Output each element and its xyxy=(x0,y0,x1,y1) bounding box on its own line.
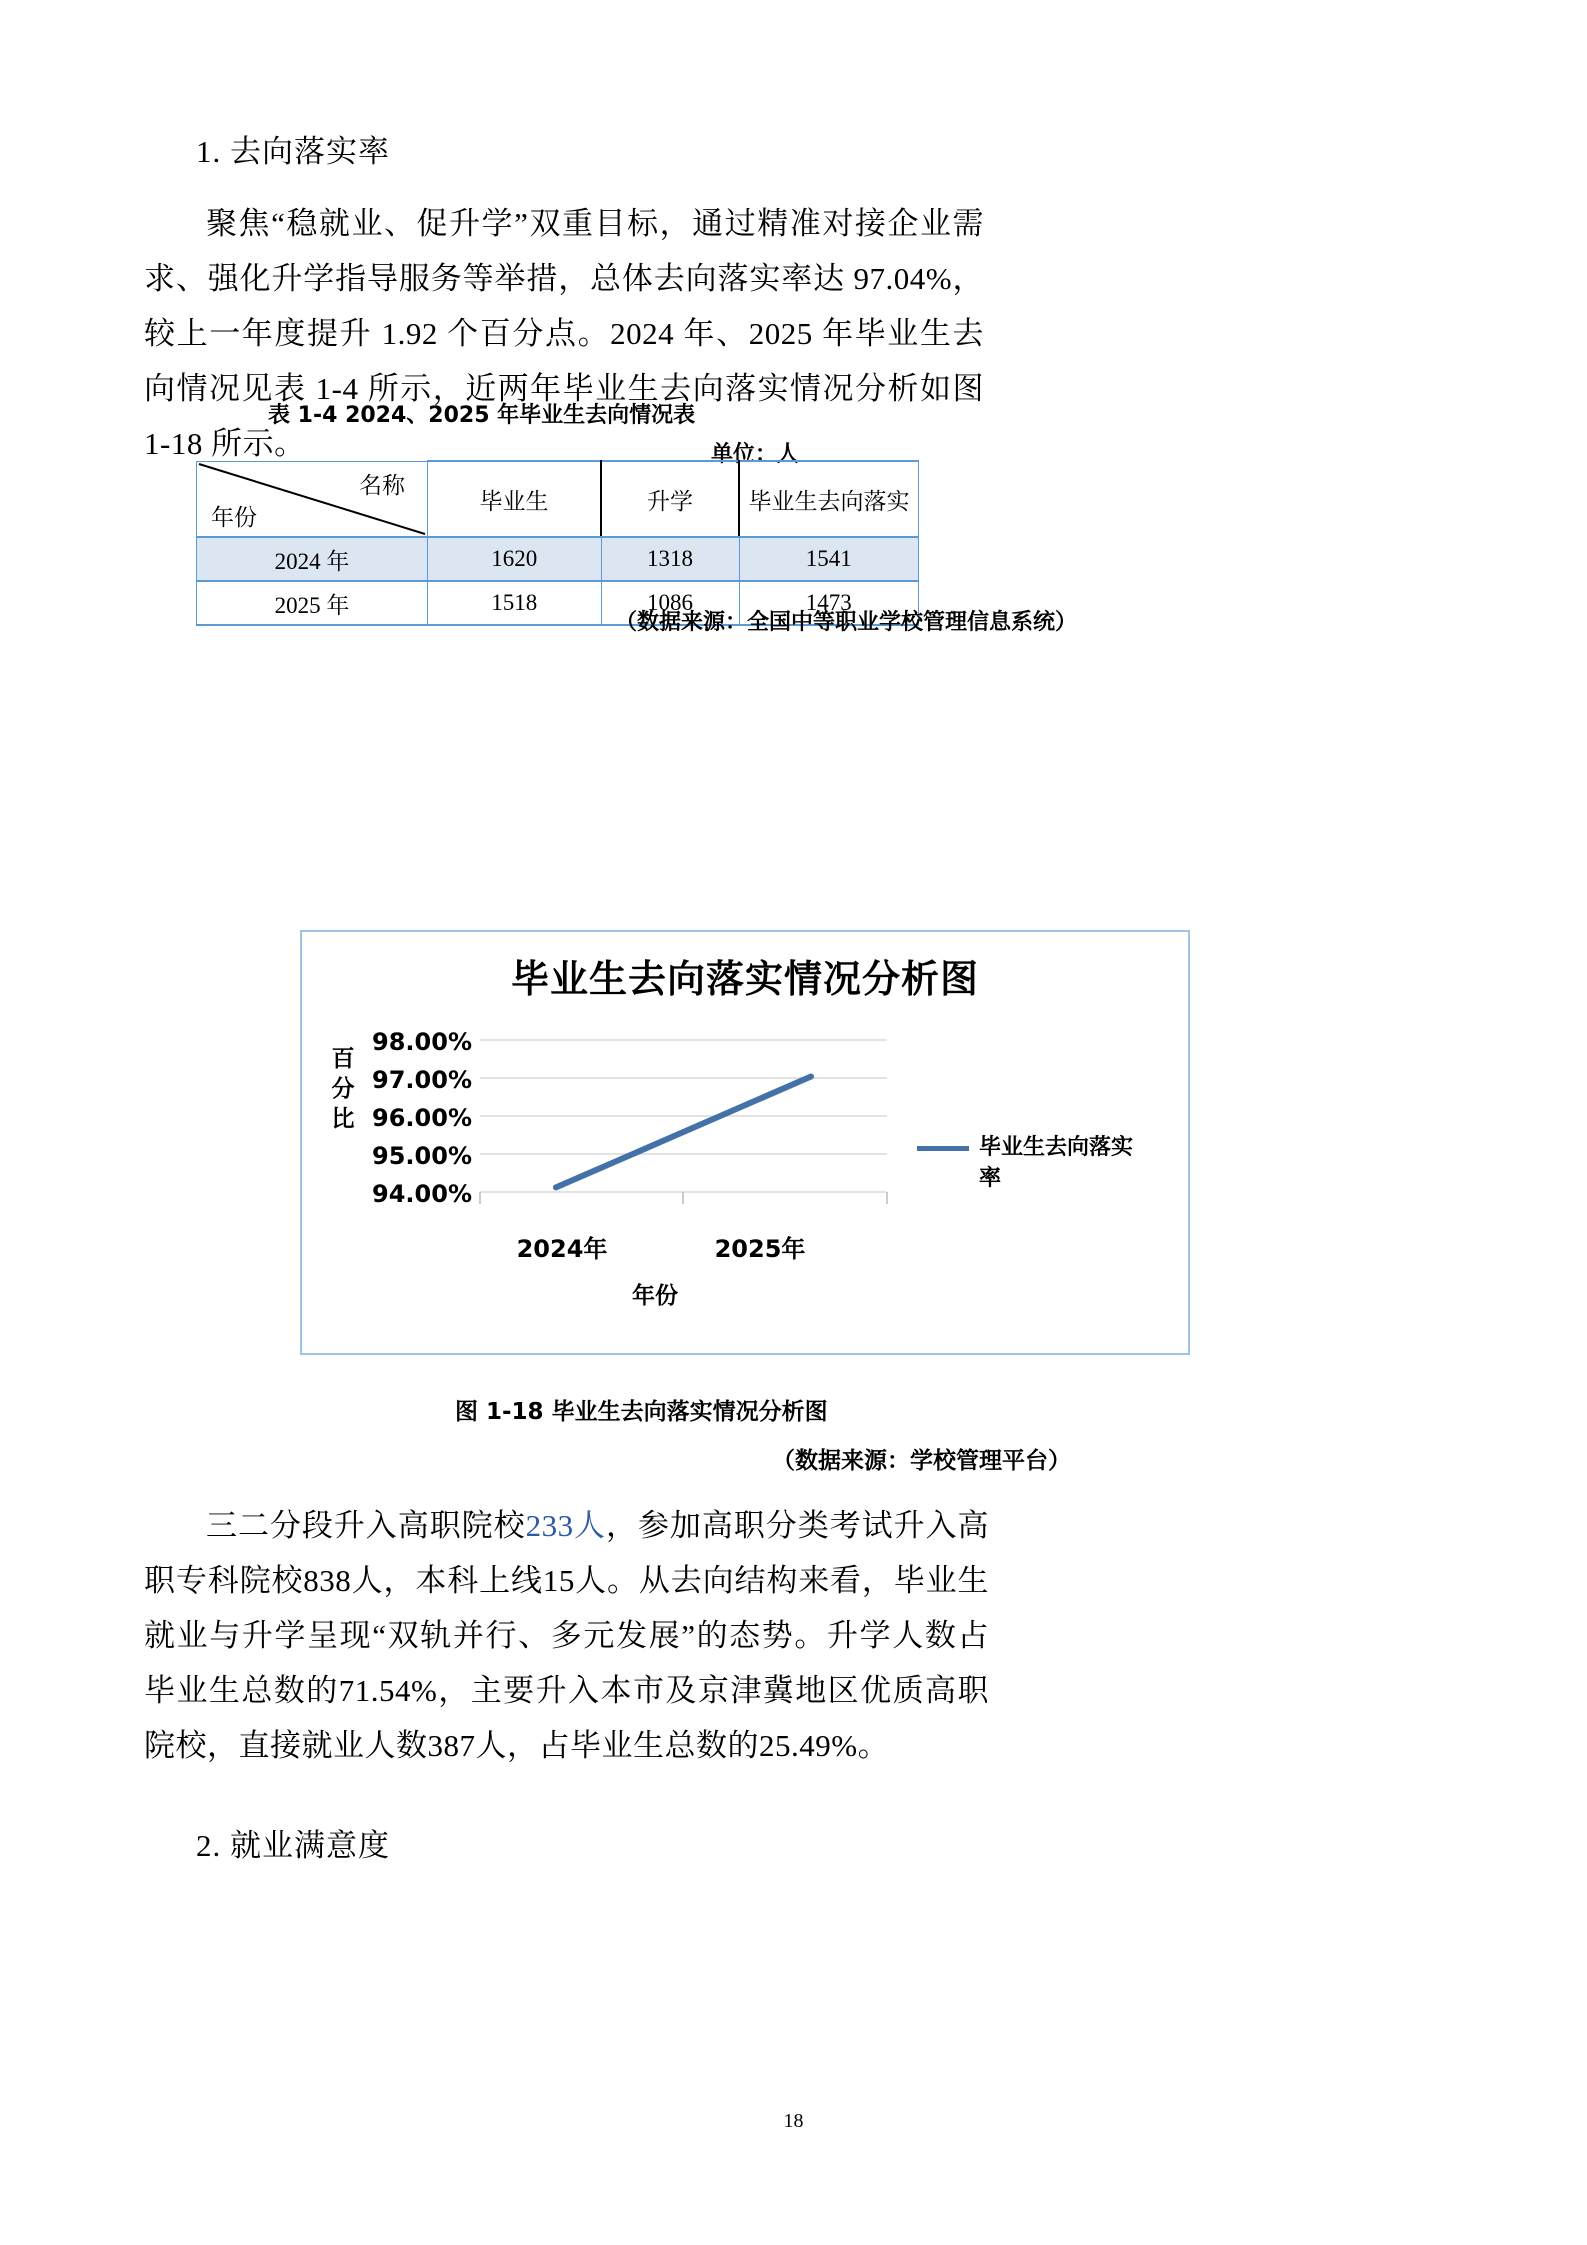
chart-legend-label: 毕业生去向落实率 xyxy=(979,1135,1134,1191)
chart-x-axis-label: 年份 xyxy=(632,1283,678,1309)
table-header-row xyxy=(197,461,919,537)
table-cell-year: 2025 年 xyxy=(197,581,428,625)
chart-ytick-95: 95.00% xyxy=(372,1142,472,1170)
table-cell-destination-settled: 1473 xyxy=(739,581,919,625)
chart-xtick-2025: 2025年 xyxy=(714,1235,806,1263)
chart-legend xyxy=(917,1132,1147,1194)
chart-xtick-2024: 2024年 xyxy=(516,1235,608,1263)
placement-rate-chart xyxy=(300,930,1190,1355)
table-caption: 表 1-4 2024、2025 年毕业生去向情况表 xyxy=(268,403,696,428)
paragraph-placement-rate-overview: 聚焦“稳就业、促升学”双重目标，通过精准对接企业需求、强化升学指导服务等举措，总体去向落实率达 97.04%，较上一年度提升 1.92 个百分点。2024 年、2025 年毕业生去向情况见表 1-4 所示，近两年毕业生去向落实情况分析如图 1-18 所示。 xyxy=(144,206,984,461)
paragraph-rest-text: ，参加高职分类考试升入高职专科院校838人，本科上线15人。从去向结构来看，毕业生就业与升学呈现“双轨并行、多元发展”的态势。升学人数占毕业生总数的71.54%，主要升入本市及京津冀地区优质高职院校，直接就业人数387人，占毕业生总数的25.49%。 xyxy=(144,1508,990,1763)
chart-ytick-97: 97.00% xyxy=(372,1066,472,1094)
figure-data-source-note: （数据来源：学校管理平台） xyxy=(772,1448,1071,1474)
table-header-graduates: 毕业生 xyxy=(428,461,602,537)
table-cell-further-study: 1318 xyxy=(601,537,739,581)
chart-title: 毕业生去向落实情况分析图 xyxy=(510,957,979,1001)
table-cell-destination-settled: 1541 xyxy=(739,537,919,581)
table-unit-label: 单位：人 xyxy=(711,442,800,467)
section-heading-employment-satisfaction: 2. 就业满意度 xyxy=(196,1828,390,1863)
paragraph-destination-structure xyxy=(144,1498,989,1773)
table-corner-label-year: 年份 xyxy=(211,505,257,531)
page-number: 18 xyxy=(783,2110,804,2132)
table-header-further-study: 升学 xyxy=(601,461,739,537)
table-cell-year: 2024 年 xyxy=(197,537,428,581)
chart-ytick-98: 98.00% xyxy=(372,1028,472,1056)
table-row xyxy=(197,537,919,581)
table-cell-further-study: 1086 xyxy=(601,581,739,625)
paragraph-lead-text: 三二分段升入高职院校 xyxy=(206,1508,526,1543)
chart-legend-swatch xyxy=(917,1146,969,1151)
section-heading-placement-rate: 1. 去向落实率 xyxy=(196,134,390,169)
table-cell-graduates: 1518 xyxy=(428,581,602,625)
graduate-destination-table xyxy=(196,460,919,626)
figure-caption: 图 1-18 毕业生去向落实情况分析图 xyxy=(455,1399,828,1425)
highlighted-figure-233: 233人 xyxy=(525,1508,606,1543)
chart-ytick-96: 96.00% xyxy=(372,1104,472,1132)
table-header-destination-settled: 毕业生去向落实 xyxy=(739,461,919,537)
chart-series-line xyxy=(556,1077,811,1188)
table-corner-label-name: 名称 xyxy=(359,472,405,499)
chart-y-axis-label: 百分比 xyxy=(331,1046,355,1132)
chart-axis-ticks xyxy=(480,1192,887,1204)
chart-gridlines xyxy=(480,1040,887,1192)
chart-ytick-94: 94.00% xyxy=(372,1180,472,1208)
table-data-source-note: （数据来源：全国中等职业学校管理信息系统） xyxy=(615,610,1078,635)
table-corner-cell xyxy=(197,461,428,537)
table-cell-graduates: 1620 xyxy=(428,537,602,581)
